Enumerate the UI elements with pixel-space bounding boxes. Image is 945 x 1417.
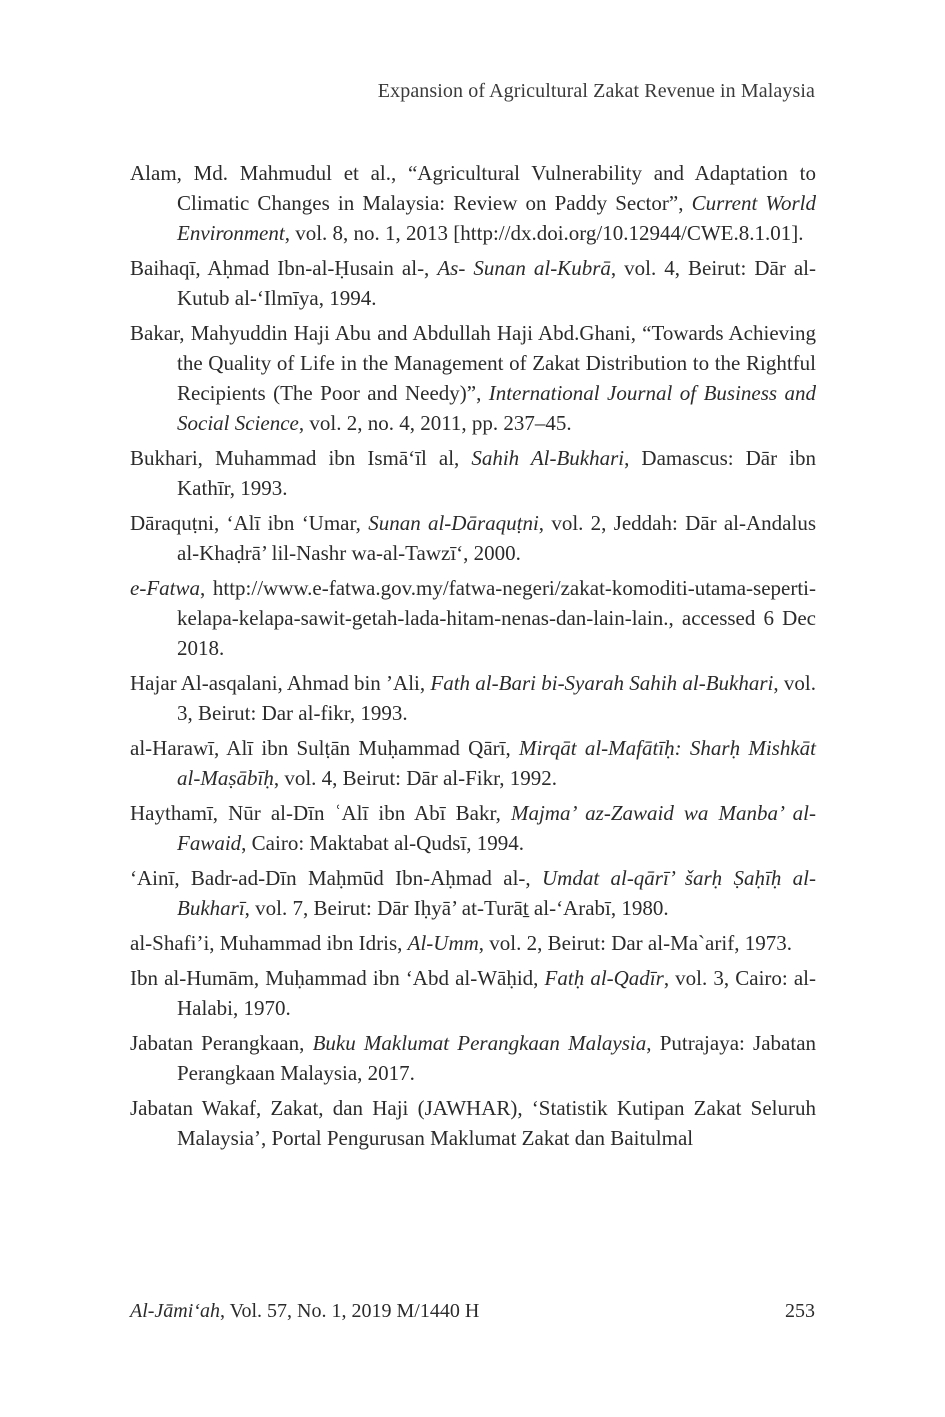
reference-text: Ibn al-Humām, Muḥammad ibn ‘Abd al-Wāḥid,: [130, 966, 545, 990]
reference-text: ‘Ainī, Badr-ad-Dīn Maḥmūd Ibn-Aḥmad al-,: [130, 866, 542, 890]
reference-text: Haythamī, Nūr al-Dīn ʿAlī ibn Abī Bakr,: [130, 801, 511, 825]
reference-text: , Putrajaya: Jabatan Perangkaan Malaysia, 2017.: [177, 1031, 817, 1085]
reference-entry: [130, 928, 816, 958]
reference-entry: [130, 1028, 816, 1088]
reference-text: al-Shafi’i, Muhammad ibn Idris,: [130, 931, 408, 955]
reference-text: , vol. 2, Jeddah: Dār al-Andalus al-Khaḍrā’ lil-Nashr wa-al-Tawzī‘, 2000.: [177, 511, 816, 565]
reference-entry: [130, 963, 816, 1023]
reference-title: Majma’ az-Zawaid wa Manba’ al-Fawaid: [177, 801, 816, 855]
reference-text: , vol. 2, Beirut: Dar al-Ma`arif, 1973.: [478, 931, 792, 955]
journal-name: Al-Jāmiʻah: [130, 1300, 220, 1322]
reference-title: Sunan al-Dāraquṭni: [368, 511, 539, 535]
reference-text: al-Harawī, Alī ibn Sulṭān Muḥammad Qārī,: [130, 736, 519, 760]
reference-entry: [130, 318, 816, 438]
reference-text: , vol. 3, Beirut: Dar al-fikr, 1993.: [177, 671, 816, 725]
reference-text: Alam, Md. Mahmudul et al., “Agricultural Vulnerability and Adaptation to Climatic Changes in Malaysia: Review on Paddy Sector”,: [130, 161, 816, 215]
reference-text: , vol. 2, no. 4, 2011, pp. 237–45.: [298, 411, 572, 435]
reference-text: , vol. 7, Beirut: Dār Iḥyā’ at-Turāṯ al-‘Arabī, 1980.: [244, 896, 669, 920]
reference-text: Bakar, Mahyuddin Haji Abu and Abdullah Haji Abd.Ghani, “Towards Achieving the Quality of Life in the Management of Zakat Distribution to the Rightful Recipients (The Poor and Needy)”,: [130, 321, 816, 405]
reference-entry: [130, 668, 816, 728]
reference-text: Jabatan Wakaf, Zakat, dan Haji (JAWHAR), ‘Statistik Kutipan Zakat Seluruh Malaysia’, Portal Pengurusan Maklumat Zakat dan Baitulmal: [130, 1096, 816, 1150]
reference-entry: [130, 158, 816, 248]
reference-title: Sahih Al-Bukhari: [471, 446, 625, 470]
reference-entry: [130, 798, 816, 858]
reference-text: , vol. 8, no. 1, 2013 [http://dx.doi.org/10.12944/CWE.8.1.01].: [284, 221, 804, 245]
reference-title: As- Sunan al-Kubrā: [437, 256, 611, 280]
reference-text: , http://www.e-fatwa.gov.my/fatwa-negeri/zakat-komoditi-utama-seperti-kelapa-kelapa-sawit-getah-lada-hitam-nenas-dan-lain-lain., accessed 6 Dec 2018.: [177, 576, 816, 660]
reference-entry: [130, 1093, 816, 1153]
page-number: 253: [785, 1300, 815, 1322]
reference-title: Al-Umm: [407, 931, 479, 955]
reference-text: , Cairo: Maktabat al-Qudsī, 1994.: [241, 831, 525, 855]
reference-entry: [130, 508, 816, 568]
reference-text: Bukhari, Muhammad ibn Ismāʻīl al,: [130, 446, 472, 470]
reference-text: Dāraquṭni, ‘Alī ibn ʻUmar,: [130, 511, 369, 535]
reference-entry: [130, 443, 816, 503]
reference-text: , Damascus: Dār ibn Kathīr, 1993.: [177, 446, 816, 500]
page-footer: [130, 1300, 815, 1323]
running-head: Expansion of Agricultural Zakat Revenue in Malaysia: [377, 80, 815, 102]
reference-entry: [130, 733, 816, 793]
reference-entry: [130, 573, 816, 663]
issue-info: , Vol. 57, No. 1, 2019 M/1440 H: [219, 1300, 480, 1322]
reference-text: Baihaqī, Aḥmad Ibn-al-Ḥusain al-,: [130, 256, 438, 280]
reference-title: Buku Maklumat Perangkaan Malaysia: [312, 1031, 647, 1055]
reference-title: Fath al-Bari bi-Syarah Sahih al-Bukhari: [430, 671, 774, 695]
reference-title: Mirqāt al-Mafātīḥ: Sharḥ Mishkāt al-Maṣābīḥ: [177, 736, 816, 790]
reference-title: e-Fatwa: [130, 576, 200, 600]
reference-title: International Journal of Business and Social Science: [177, 381, 816, 435]
reference-title: Fatḥ al-Qadīr: [544, 966, 664, 990]
reference-text: , vol. 4, Beirut: Dār al-Kutub al-ʻIlmīya, 1994.: [177, 256, 816, 310]
reference-entry: [130, 863, 816, 923]
reference-text: Hajar Al-asqalani, Ahmad bin ’Ali,: [130, 671, 431, 695]
reference-title: Current World Environment: [177, 191, 816, 245]
reference-text: , vol. 3, Cairo: al-Halabi, 1970.: [177, 966, 816, 1020]
reference-entry: [130, 253, 816, 313]
reference-list: [130, 158, 816, 1158]
reference-text: , vol. 4, Beirut: Dār al-Fikr, 1992.: [273, 766, 558, 790]
reference-title: Umdat al-qārī’ šarḥ Ṣaḥīḥ al-Bukharī: [177, 866, 816, 920]
reference-text: Jabatan Perangkaan,: [130, 1031, 313, 1055]
